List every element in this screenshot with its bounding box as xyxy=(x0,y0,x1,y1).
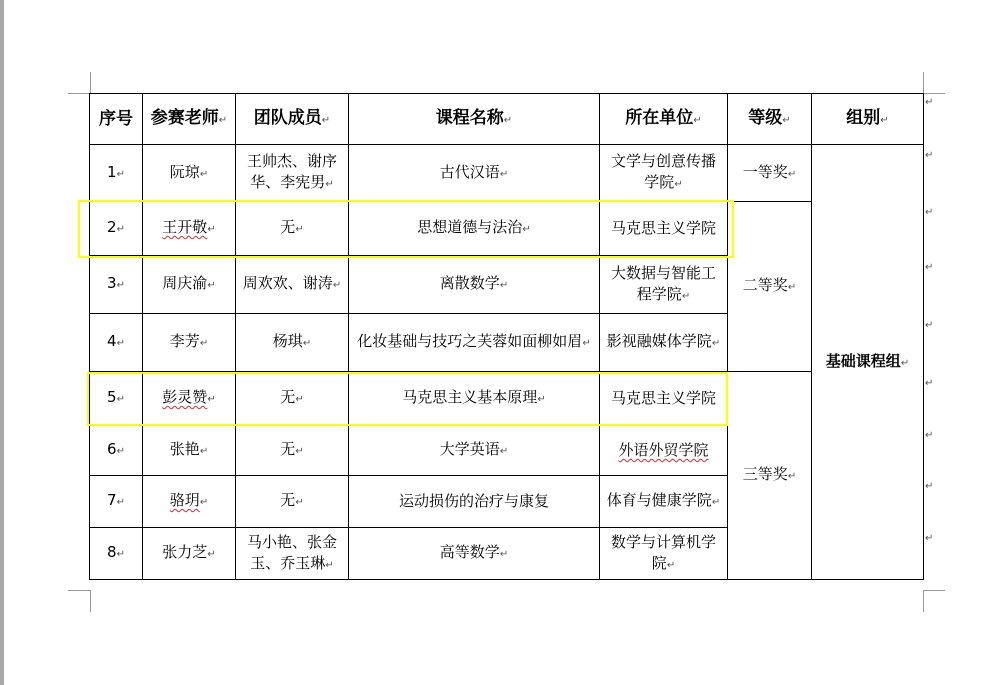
cell-unit[interactable]: 影视融媒体学院↵ xyxy=(600,314,728,372)
header-teacher[interactable]: 参赛老师↵ xyxy=(143,94,236,145)
cell-team[interactable]: 马小艳、张金玉、乔玉琳↵ xyxy=(236,528,349,580)
header-unit[interactable]: 所在单位↵ xyxy=(600,94,728,145)
cell-no[interactable]: 1↵ xyxy=(90,145,143,202)
header-team[interactable]: 团队成员↵ xyxy=(236,94,349,145)
cell-teacher[interactable]: 阮琼↵ xyxy=(143,145,236,202)
cell-no[interactable]: 7↵ xyxy=(90,476,143,528)
highlight-box-row-5 xyxy=(87,372,728,426)
crop-mark xyxy=(90,72,91,94)
cell-course[interactable]: 化妆基础与技巧之芙蓉如面柳如眉↵ xyxy=(349,314,600,372)
cell-level[interactable]: 三等奖↵ xyxy=(728,372,812,580)
cell-course[interactable]: 马克思主义基本原理↵ xyxy=(349,372,600,426)
paragraph-mark: ↵ xyxy=(925,378,934,389)
window-edge xyxy=(0,0,4,685)
cell-teacher[interactable]: 张力芝↵ xyxy=(143,528,236,580)
cell-group[interactable]: 基础课程组↵ xyxy=(812,145,924,580)
cell-team[interactable]: 周欢欢、谢涛↵ xyxy=(236,256,349,314)
crop-mark xyxy=(923,590,924,612)
cell-course[interactable]: 高等数学↵ xyxy=(349,528,600,580)
cell-team[interactable]: 王帅杰、谢序华、李宪男↵ xyxy=(236,145,349,202)
paragraph-mark: ↵ xyxy=(925,430,934,441)
cell-no[interactable]: 3↵ xyxy=(90,256,143,314)
cell-teacher[interactable]: 骆玥↵ xyxy=(143,476,236,528)
cell-course[interactable]: 思想道德与法治↵ xyxy=(349,202,600,256)
cell-no[interactable]: 4↵ xyxy=(90,314,143,372)
cell-teacher[interactable]: 周庆渝↵ xyxy=(143,256,236,314)
cell-unit[interactable]: 外语外贸学院 xyxy=(600,426,728,476)
header-level[interactable]: 等级↵ xyxy=(728,94,812,145)
cell-teacher[interactable]: 张艳↵ xyxy=(143,426,236,476)
crop-mark xyxy=(68,93,90,94)
paragraph-mark: ↵ xyxy=(925,320,934,331)
cell-team[interactable]: 杨琪↵ xyxy=(236,314,349,372)
table-header-row xyxy=(90,94,924,145)
paragraph-mark: ↵ xyxy=(925,150,934,161)
cell-team[interactable]: 无↵ xyxy=(236,476,349,528)
highlight-box-row-2 xyxy=(78,200,734,258)
cell-unit[interactable]: 体育与健康学院↵ xyxy=(600,476,728,528)
crop-mark xyxy=(68,590,90,591)
cell-course[interactable]: 离散数学↵ xyxy=(349,256,600,314)
paragraph-mark: ↵ xyxy=(925,207,934,218)
crop-mark xyxy=(923,590,945,591)
crop-mark xyxy=(923,93,945,94)
cell-unit[interactable]: 大数据与智能工程学院↵ xyxy=(600,256,728,314)
cell-teacher[interactable]: 王开敬↵ xyxy=(143,202,236,256)
cell-level[interactable]: 二等奖↵ xyxy=(728,202,812,372)
paragraph-mark: ↵ xyxy=(925,533,934,544)
header-course[interactable]: 课程名称↵ xyxy=(349,94,600,145)
cell-level[interactable]: 一等奖↵ xyxy=(728,145,812,202)
cell-course[interactable]: 大学英语↵ xyxy=(349,426,600,476)
cell-no[interactable]: 2↵ xyxy=(90,202,143,256)
award-table xyxy=(89,93,924,580)
cell-no[interactable]: 5↵ xyxy=(90,372,143,426)
cell-course[interactable]: 运动损伤的治疗与康复 xyxy=(349,476,600,528)
cell-teacher[interactable]: 彭灵赞↵ xyxy=(143,372,236,426)
cell-unit[interactable]: 数学与计算机学院↵ xyxy=(600,528,728,580)
header-no[interactable]: 序号 xyxy=(90,94,143,145)
cell-team[interactable]: 无↵ xyxy=(236,202,349,256)
cell-no[interactable]: 6↵ xyxy=(90,426,143,476)
cell-teacher[interactable]: 李芳↵ xyxy=(143,314,236,372)
cell-unit[interactable]: 马克思主义学院 xyxy=(600,202,728,256)
cell-unit[interactable]: 马克思主义学院 xyxy=(600,372,728,426)
paragraph-mark: ↵ xyxy=(925,97,934,108)
header-group[interactable]: 组别↵ xyxy=(812,94,924,145)
crop-mark xyxy=(923,72,924,94)
table-row xyxy=(90,145,924,202)
cell-team[interactable]: 无↵ xyxy=(236,372,349,426)
crop-mark xyxy=(90,590,91,612)
cell-team[interactable]: 无↵ xyxy=(236,426,349,476)
cell-course[interactable]: 古代汉语↵ xyxy=(349,145,600,202)
paragraph-mark: ↵ xyxy=(925,481,934,492)
paragraph-mark: ↵ xyxy=(925,262,934,273)
cell-no[interactable]: 8↵ xyxy=(90,528,143,580)
cell-unit[interactable]: 文学与创意传播学院↵ xyxy=(600,145,728,202)
